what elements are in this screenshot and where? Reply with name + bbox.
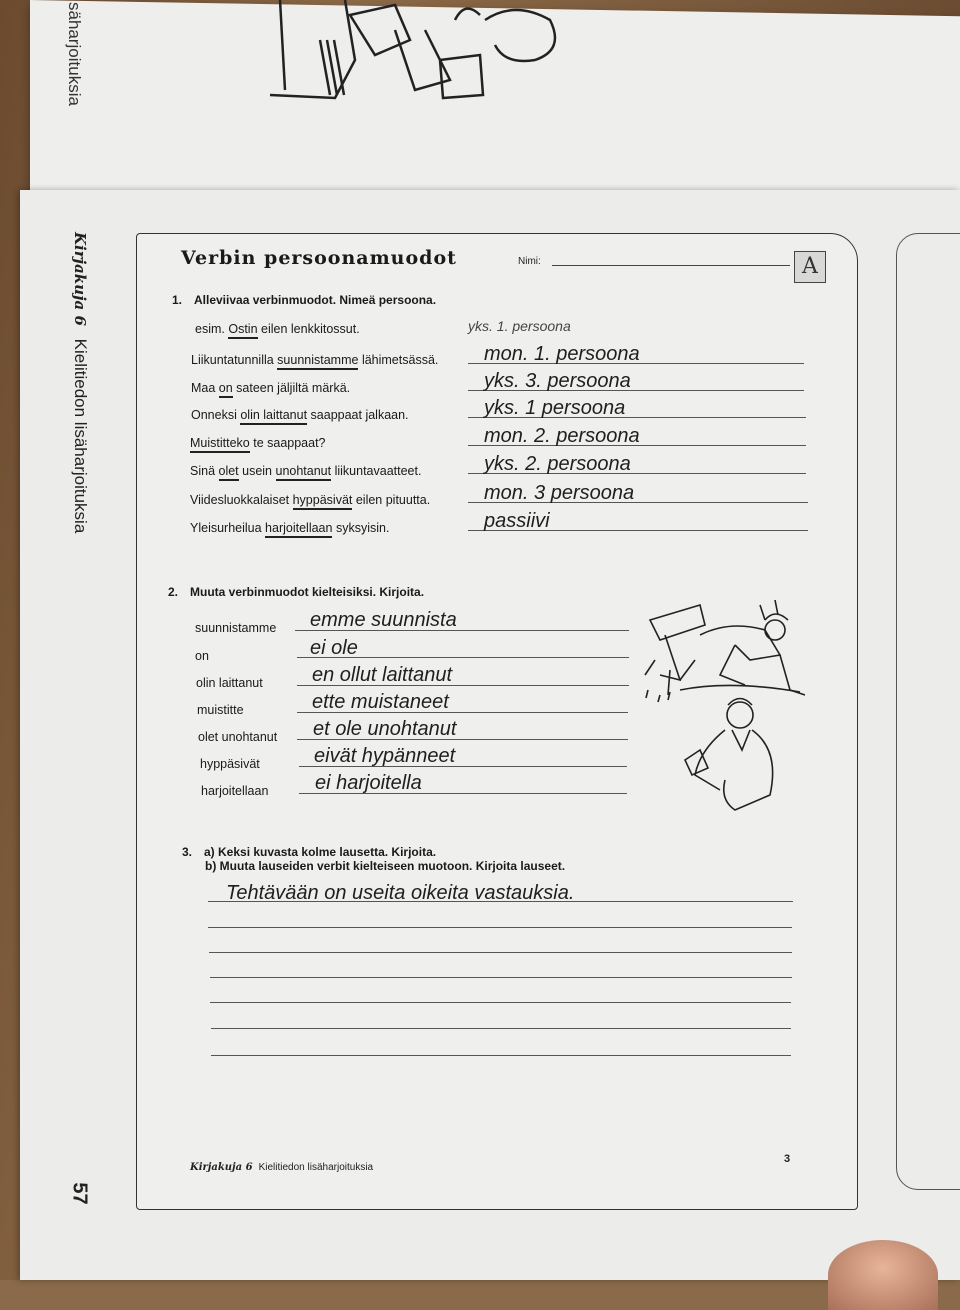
task2-word: hyppäsivät — [200, 757, 260, 771]
answer-line[interactable] — [211, 1028, 791, 1029]
example-rest: eilen lenkkitossut. — [257, 322, 360, 336]
sentence-verb: olin laittanut — [240, 408, 307, 425]
sentence-text: Sinä — [190, 464, 219, 478]
task2-answer: emme suunnista — [310, 609, 457, 631]
finger — [828, 1240, 938, 1310]
side-title-subtitle: Kielitiedon lisäharjoituksia — [71, 338, 90, 534]
task1-number: 1. — [172, 293, 183, 307]
previous-page-illustration — [265, 0, 575, 105]
sentence-text: Liikuntatunnilla — [191, 353, 278, 367]
name-label: Nimi: — [518, 256, 541, 267]
footer-subtitle: Kielitiedon lisäharjoituksia — [258, 1162, 374, 1173]
sentence-verb: hyppäsivät — [293, 493, 353, 510]
task1-instruction — [172, 293, 436, 307]
task3-number: 3. — [182, 845, 193, 859]
task2-answer: ei harjoitella — [315, 772, 422, 794]
sentence-text: liikuntavaatteet. — [331, 464, 422, 478]
task1-text: Alleviivaa verbinmuodot. Nimeä persoona. — [194, 293, 437, 307]
answer-line[interactable] — [209, 952, 792, 953]
task2-instruction — [168, 585, 424, 599]
sentence-verb: unohtanut — [276, 464, 332, 481]
task3-instruction-a — [182, 845, 436, 859]
sentence-text: te saappaat? — [249, 436, 326, 450]
task1-answer: passiivi — [484, 510, 550, 532]
task1-sentence — [190, 493, 430, 507]
previous-page-side-text: säharjoituksia — [65, 2, 84, 106]
task1-example — [195, 322, 360, 336]
worksheet-footer — [190, 1162, 373, 1173]
answer-line[interactable] — [211, 1055, 791, 1056]
task1-sentence — [190, 521, 389, 535]
sentence-text: Yleisurheilua — [190, 521, 266, 535]
next-worksheet-frame — [896, 233, 960, 1190]
task3-text-a: a) Keksi kuvasta kolme lausetta. Kirjoita. — [204, 845, 437, 859]
sentence-text: lähimetsässä. — [358, 353, 439, 367]
answer-line[interactable] — [208, 927, 792, 928]
task2-answer: ei ole — [310, 637, 358, 659]
sentence-text: Onneksi — [191, 408, 241, 422]
sentence-text: Maa — [191, 381, 219, 395]
sentence-text: eilen pituutta. — [352, 493, 431, 507]
task1-answer: mon. 3 persoona — [484, 482, 635, 504]
task2-number: 2. — [168, 585, 179, 599]
task2-word: harjoitellaan — [201, 784, 269, 798]
task1-answer: yks. 3. persoona — [484, 370, 631, 392]
page-number: 57 — [68, 1182, 91, 1205]
task1-sentence — [190, 464, 421, 478]
task1-sentence — [191, 408, 409, 422]
task1-answer: yks. 2. persoona — [484, 453, 631, 475]
sentence-text: sateen jäljiltä märkä. — [232, 381, 351, 395]
worksheet-page-number: 3 — [784, 1153, 791, 1165]
side-title-series: Kirjakuja 6 — [71, 232, 89, 326]
sentence-text: Viidesluokkalaiset — [190, 493, 293, 507]
example-verb: Ostin — [228, 322, 257, 339]
answer-line[interactable] — [210, 977, 792, 978]
sentence-text: syksyisin. — [332, 521, 390, 535]
sentence-verb: suunnistamme — [277, 353, 358, 370]
answer-line[interactable] — [210, 1002, 791, 1003]
task1-sentence — [191, 381, 350, 395]
footer-series: Kirjakuja 6 — [190, 1162, 253, 1173]
task2-answer: et ole unohtanut — [313, 718, 457, 740]
sentence-verb: olet — [219, 464, 239, 481]
task1-sentence — [190, 436, 326, 450]
task2-word: on — [195, 649, 209, 663]
level-badge: A — [794, 251, 826, 283]
sentence-verb: on — [219, 381, 233, 398]
task2-word: muistitte — [197, 703, 244, 717]
task2-text: Muuta verbinmuodot kielteisiksi. Kirjoita. — [190, 585, 425, 599]
answer-line[interactable] — [208, 901, 793, 902]
sentence-verb: Muistitteko — [190, 436, 250, 453]
side-title — [70, 232, 90, 533]
task2-answer: en ollut laittanut — [312, 664, 453, 686]
name-field[interactable] — [552, 265, 790, 266]
sentence-text: usein — [238, 464, 276, 478]
task2-answer: eivät hypänneet — [314, 745, 456, 767]
task2-word: suunnistamme — [195, 621, 277, 635]
task1-answer: mon. 2. persoona — [484, 425, 640, 447]
sentence-text: saappaat jalkaan. — [307, 408, 409, 422]
task3-answer: Tehtävään on useita oikeita vastauksia. — [226, 882, 575, 904]
worksheet-title: Verbin persoonamuodot — [181, 247, 457, 269]
task2-word: olin laittanut — [196, 676, 263, 690]
example-prefix: esim. — [195, 322, 225, 336]
task2-word: olet unohtanut — [198, 730, 278, 744]
children-illustration — [640, 600, 815, 815]
task3-instruction-b: b) Muuta lauseiden verbit kielteiseen muotoon. Kirjoita lauseet. — [205, 859, 566, 873]
sentence-verb: harjoitellaan — [265, 521, 332, 538]
task2-answer: ette muistaneet — [312, 691, 449, 713]
task1-answer: mon. 1. persoona — [484, 343, 640, 365]
task1-answer: yks. 1 persoona — [484, 397, 626, 419]
task1-sentence — [191, 353, 438, 367]
example-answer: yks. 1. persoona — [468, 318, 571, 334]
